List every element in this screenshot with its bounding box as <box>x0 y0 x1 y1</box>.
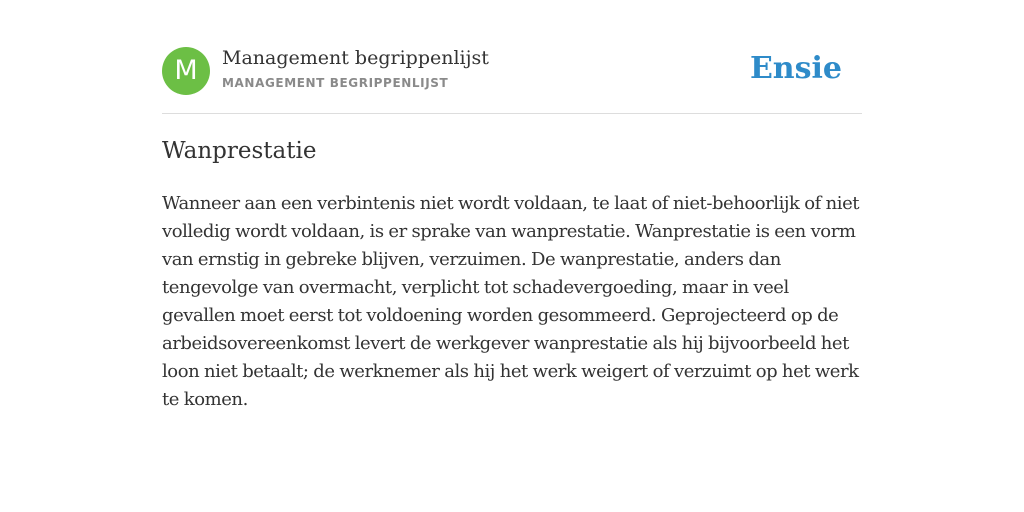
card-header <box>162 47 862 95</box>
definition-card <box>162 0 862 512</box>
header-divider <box>162 113 862 114</box>
source-subtitle: MANAGEMENT BEGRIPPENLIJST <box>222 76 449 90</box>
source-title[interactable]: Management begrippenlijst <box>222 47 489 69</box>
term-definition: Wanneer aan een verbintenis niet wordt voldaan, te laat of niet-behoorlijk of niet volledig wordt voldaan, is er sprake van wanprestatie. Wanprestatie is een vorm van ernstig in gebreke blijven, verzuimen. De wanprestatie, anders dan tengevolge van overmacht, verplicht tot schadevergoeding, maar in veel gevallen moet eerst tot voldoening worden gesommeerd. Geprojecteerd op de arbeidsovereenkomst levert de werkgever wanprestatie als hij bijvoorbeeld het loon niet betaalt; de werknemer als hij het werk weigert of verzuimt op het werk te komen. <box>162 193 860 410</box>
source-avatar[interactable]: M <box>162 47 210 95</box>
term-title: Wanprestatie <box>162 138 317 164</box>
ensie-logo[interactable]: Ensie <box>749 51 842 86</box>
